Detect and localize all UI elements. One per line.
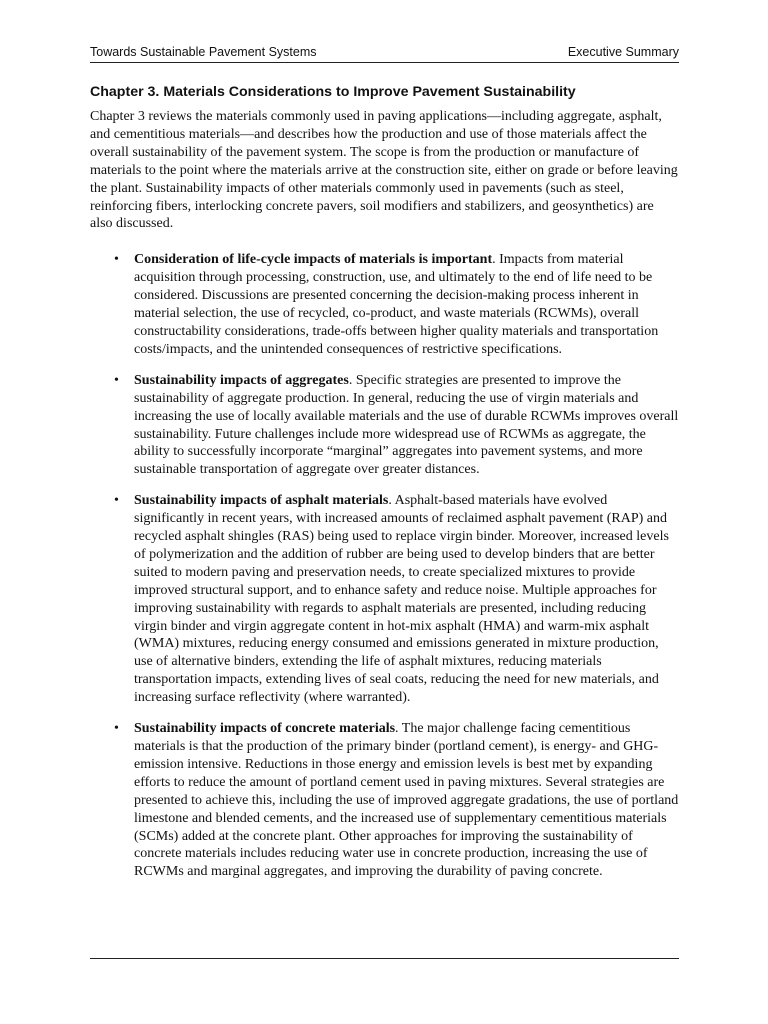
chapter-title: Chapter 3. Materials Considerations to Improve Pavement Sustainability: [90, 84, 576, 100]
running-header: [90, 44, 679, 63]
bullet-heading: Sustainability impacts of concrete materials: [134, 721, 396, 737]
bullet-text: . Asphalt-based materials have evolved significantly in recent years, with increased amounts of reclaimed asphalt pavement (RAP) and recycled asphalt shingles (RAS) being used to replace virgin binder. Moreover, increased levels of polymerization and the addition of rubber are being used to develop binders that are better suited to modern paving and preservation needs, to create specialized mixtures to provide improved structural support, and to enhance safety and reduce noise. Multiple approaches for improving sustainability with regards to asphalt materials are presented, including reducing virgin binder and virgin aggregate content in hot-mix asphalt (HMA) and warm-mix asphalt (WMA) mixtures, reducing energy consumed and emissions generated in mixture production, use of alternative binders, extending the life of asphalt mixtures, reducing materials transportation impacts, extending lives of seal coats, reducing the need for new materials, and increasing surface reflectivity (where warranted).: [134, 493, 669, 706]
intro-paragraph: Chapter 3 reviews the materials commonly used in paving applications—including aggregate, asphalt, and cementitious materials—and describes how the production and use of those materials affect the overall sustainability of the pavement system. The scope is from the production or manufacture of materials to the point where the materials arrive at the construction site, either on grade or before leaving the plant. Sustainability impacts of other materials commonly used in pavements (such as steel, reinforcing fibers, interlocking concrete pavers, soil modifiers and stabilizers, and geosynthetics) are also discussed.: [90, 109, 678, 232]
bullet-icon: •: [114, 493, 119, 509]
footer-divider: [90, 958, 679, 959]
bullet-item-asphalt: [90, 492, 679, 707]
bullet-heading: Sustainability impacts of asphalt materials: [134, 493, 389, 509]
bullet-icon: •: [114, 372, 119, 388]
bullet-text: . The major challenge facing cementitious materials is that the production of the primary binder (portland cement), is energy- and GHG-emission intensive. Reductions in those energy and emission levels is best met by expanding efforts to reduce the amount of portland cement used in paving mixtures. Several strategies are presented to achieve this, including the use of improved aggregate gradations, the use of portland limestone and blended cements, and the increased use of supplementary cementitious materials (SCMs) added at the concrete plant. Other approaches for improving the sustainability of concrete materials includes reducing water use in concrete production, increasing the use of RCWMs and marginal aggregates, and improving the durability of paving concrete.: [134, 721, 679, 880]
bullet-list: [90, 251, 679, 881]
bullet-icon: •: [114, 252, 119, 268]
header-document-title: Towards Sustainable Pavement Systems: [90, 45, 317, 59]
bullet-text: . Impacts from material acquisition through processing, construction, use, and ultimately to the end of life need to be considered. Discussions are presented concerning the decision-making process inherent in material selection, the use of recycled, co-product, and waste materials (RCWMs), overall constructability considerations, trade-offs between higher quality materials and transportation costs/impacts, and the unintended consequences of restrictive specifications.: [134, 252, 659, 357]
bullet-item-concrete: [90, 720, 679, 881]
document-page: [90, 44, 679, 894]
header-section-title: Executive Summary: [567, 45, 679, 59]
bullet-icon: •: [114, 721, 119, 737]
bullet-item-aggregates: [90, 372, 679, 479]
bullet-text: . Specific strategies are presented to improve the sustainability of aggregate production. In general, reducing the use of virgin materials and increasing the use of locally available materials and the use of durable RCWMs improves overall sustainability. Future challenges include more widespread use of RCWMs as aggregate, the ability to successfully incorporate “marginal” aggregates into pavement systems, and more sustainable transportation of aggregate over greater distances.: [134, 372, 679, 478]
bullet-item-lifecycle: [90, 251, 679, 358]
bullet-heading: Consideration of life-cycle impacts of materials is important: [134, 252, 493, 268]
bullet-heading: Sustainability impacts of aggregates: [134, 372, 349, 388]
